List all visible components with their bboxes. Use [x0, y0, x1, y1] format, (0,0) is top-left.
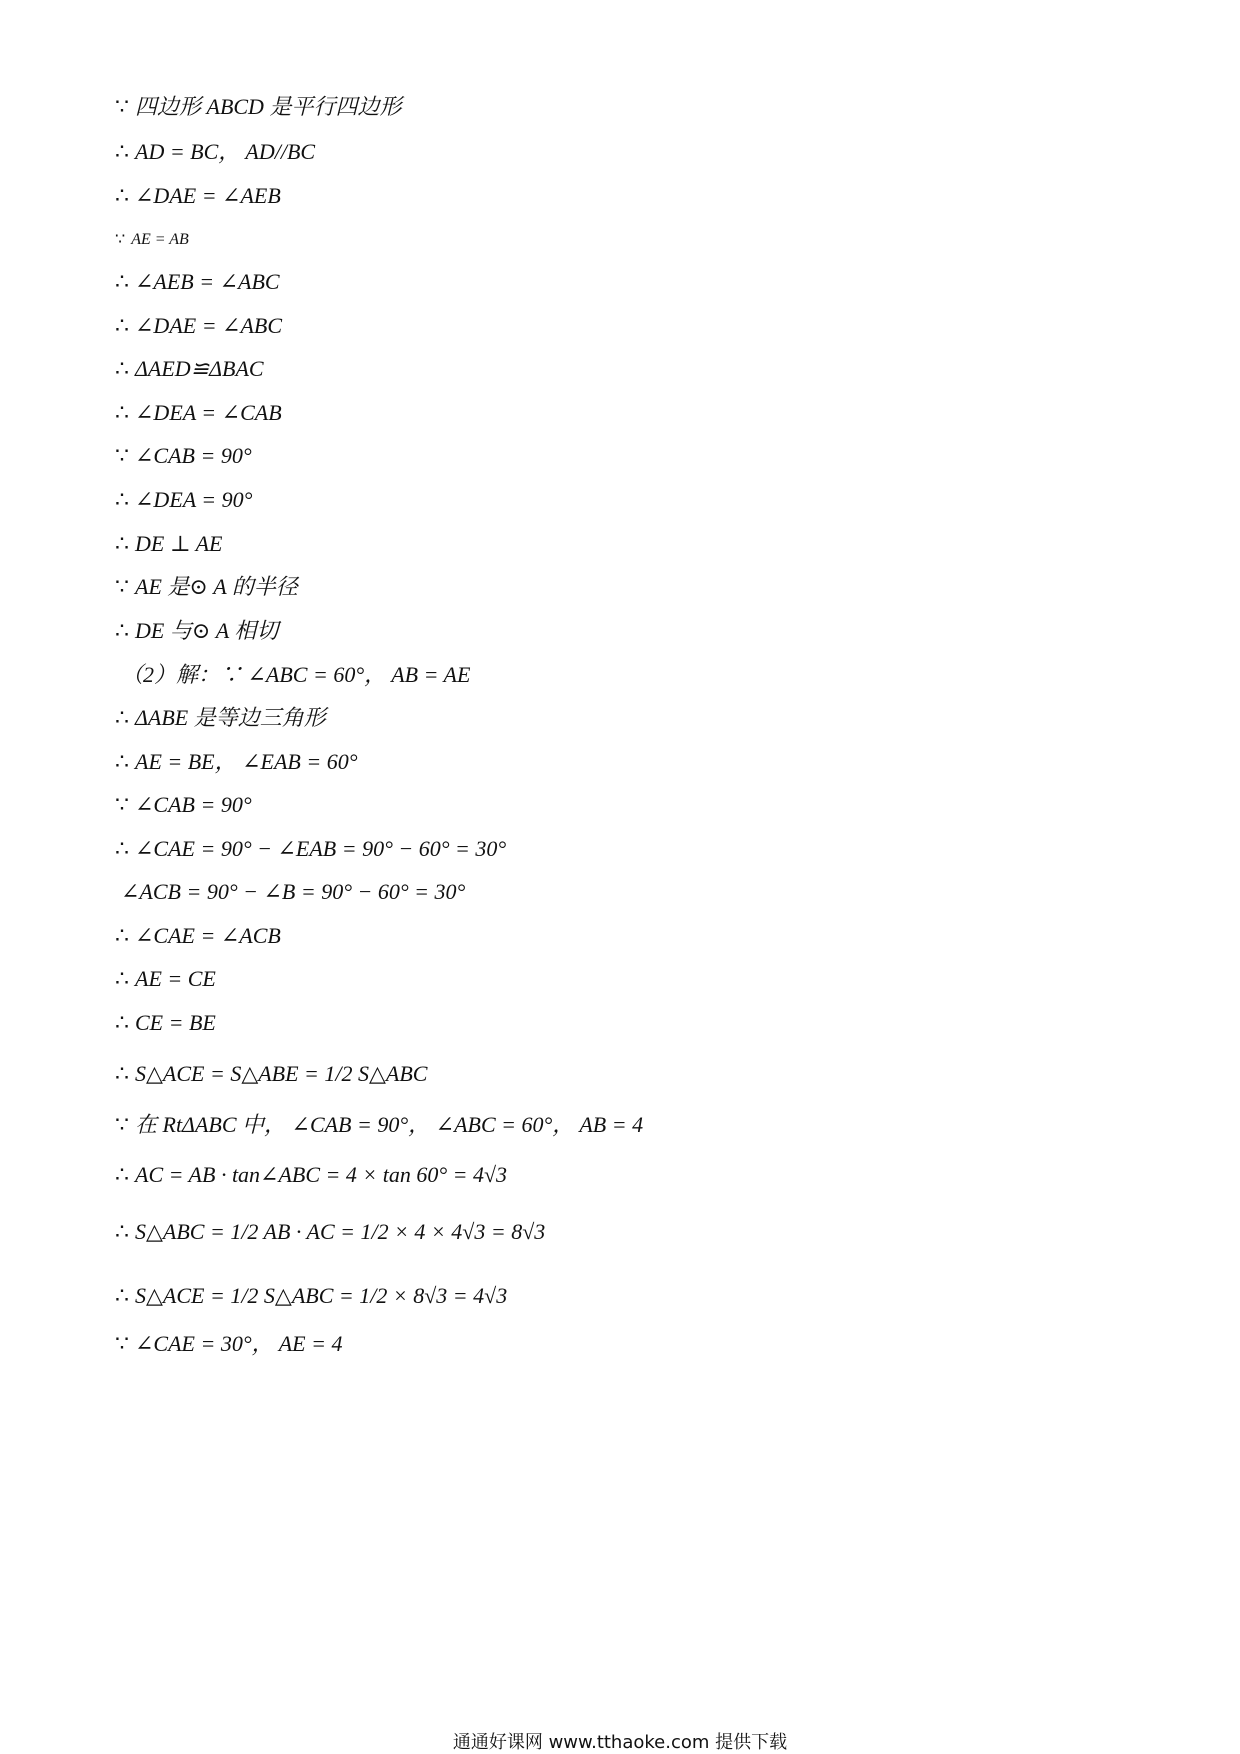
therefore-symbol: ∴: [115, 487, 129, 512]
line-text: ∠ACB = 90° − ∠B = 90° − 60° = 30°: [121, 879, 466, 904]
line-text: ∠AEB = ∠ABC: [135, 269, 280, 294]
line-text: 在 RtΔABC 中， ∠CAB = 90°， ∠ABC = 60°， AB = 4: [135, 1112, 644, 1137]
line-text: ∠DAE = ∠AEB: [135, 183, 281, 208]
therefore-symbol: ∴: [115, 400, 129, 425]
because-symbol: ∵: [115, 1331, 129, 1356]
therefore-symbol: ∴: [115, 749, 129, 774]
proof-line-27: [115, 1281, 507, 1311]
proof-line-7: [115, 354, 264, 384]
line-text: AC = AB · tan∠ABC = 4 × tan 60° = 4√3: [135, 1162, 508, 1187]
therefore-symbol: ∴: [115, 1010, 129, 1035]
proof-line-23: [115, 1059, 427, 1089]
because-symbol: ∵: [115, 1112, 129, 1137]
therefore-symbol: ∴: [115, 705, 129, 730]
because-symbol: ∵: [115, 443, 129, 468]
proof-line-20: [115, 921, 281, 951]
therefore-symbol: ∴: [115, 269, 129, 294]
therefore-symbol: ∴: [115, 139, 129, 164]
proof-line-17: [115, 790, 252, 820]
line-text: AE = AB: [131, 231, 189, 248]
line-text: DE ⊥ AE: [135, 531, 223, 556]
line-text: AD = BC， AD//BC: [135, 139, 316, 164]
because-symbol: ∵: [115, 94, 129, 119]
proof-line-26: [115, 1217, 545, 1247]
line-text: ∠CAB = 90°: [135, 792, 252, 817]
therefore-symbol: ∴: [115, 836, 129, 861]
line-text: AE = BE， ∠EAB = 60°: [135, 749, 358, 774]
proof-line-25: [115, 1160, 507, 1190]
line-text: ∠DAE = ∠ABC: [135, 313, 283, 338]
therefore-symbol: ∴: [115, 313, 129, 338]
line-text: AE 是⊙ A 的半径: [135, 574, 298, 599]
line-text: ∠CAB = 90°: [135, 443, 252, 468]
line-text: ΔABE 是等边三角形: [135, 705, 326, 730]
line-text: AE = CE: [135, 966, 216, 991]
proof-line-15: [115, 703, 326, 733]
proof-line-28: [115, 1329, 342, 1359]
proof-line-8: [115, 398, 282, 428]
proof-line-21: [115, 964, 216, 994]
therefore-symbol: ∴: [115, 531, 129, 556]
proof-line-11: [115, 529, 223, 559]
proof-line-2: [115, 137, 315, 167]
therefore-symbol: ∴: [115, 183, 129, 208]
proof-line-24: [115, 1110, 643, 1140]
proof-line-1: [115, 92, 401, 122]
line-text: S△ACE = S△ABE = 1/2 S△ABC: [135, 1061, 428, 1086]
because-symbol: ∵: [115, 792, 129, 817]
proof-line-3: [115, 181, 281, 211]
proof-line-10: [115, 485, 252, 515]
proof-line-6: [115, 311, 282, 341]
line-text: DE 与⊙ A 相切: [135, 618, 279, 643]
proof-line-16: [115, 747, 358, 777]
proof-line-5: [115, 267, 280, 297]
line-text: S△ABC = 1/2 AB · AC = 1/2 × 4 × 4√3 = 8√3: [135, 1219, 546, 1244]
proof-line-18: [115, 834, 506, 864]
because-symbol: ∵: [115, 574, 129, 599]
proof-line-19: [115, 877, 465, 907]
therefore-symbol: ∴: [115, 356, 129, 381]
therefore-symbol: ∴: [115, 966, 129, 991]
proof-line-13: [115, 616, 278, 646]
proof-line-12: [115, 572, 298, 602]
proof-line-9: [115, 441, 252, 471]
line-text: ∠CAE = ∠ACB: [135, 923, 281, 948]
therefore-symbol: ∴: [115, 1283, 129, 1308]
therefore-symbol: ∴: [115, 1219, 129, 1244]
line-text: ∠CAE = 90° − ∠EAB = 90° − 60° = 30°: [135, 836, 507, 861]
line-text: S△ACE = 1/2 S△ABC = 1/2 × 8√3 = 4√3: [135, 1283, 508, 1308]
therefore-symbol: ∴: [115, 1061, 129, 1086]
line-text: ∠DEA = 90°: [135, 487, 253, 512]
line-text: （2）解：∵ ∠ABC = 60°， AB = AE: [121, 662, 471, 687]
proof-line-14: [115, 660, 470, 690]
line-text: ΔAED≌ΔBAC: [135, 356, 264, 381]
proof-line-4: [115, 225, 189, 255]
line-text: CE = BE: [135, 1010, 216, 1035]
therefore-symbol: ∴: [115, 1162, 129, 1187]
line-text: 四边形 ABCD 是平行四边形: [135, 94, 402, 119]
line-text: ∠DEA = ∠CAB: [135, 400, 282, 425]
proof-line-22: [115, 1008, 216, 1038]
therefore-symbol: ∴: [115, 923, 129, 948]
therefore-symbol: ∴: [115, 618, 129, 643]
page-footer: 通通好课网 www.tthaoke.com 提供下载: [452, 1732, 788, 1753]
because-symbol: ∵: [115, 231, 126, 248]
line-text: ∠CAE = 30°， AE = 4: [135, 1331, 343, 1356]
